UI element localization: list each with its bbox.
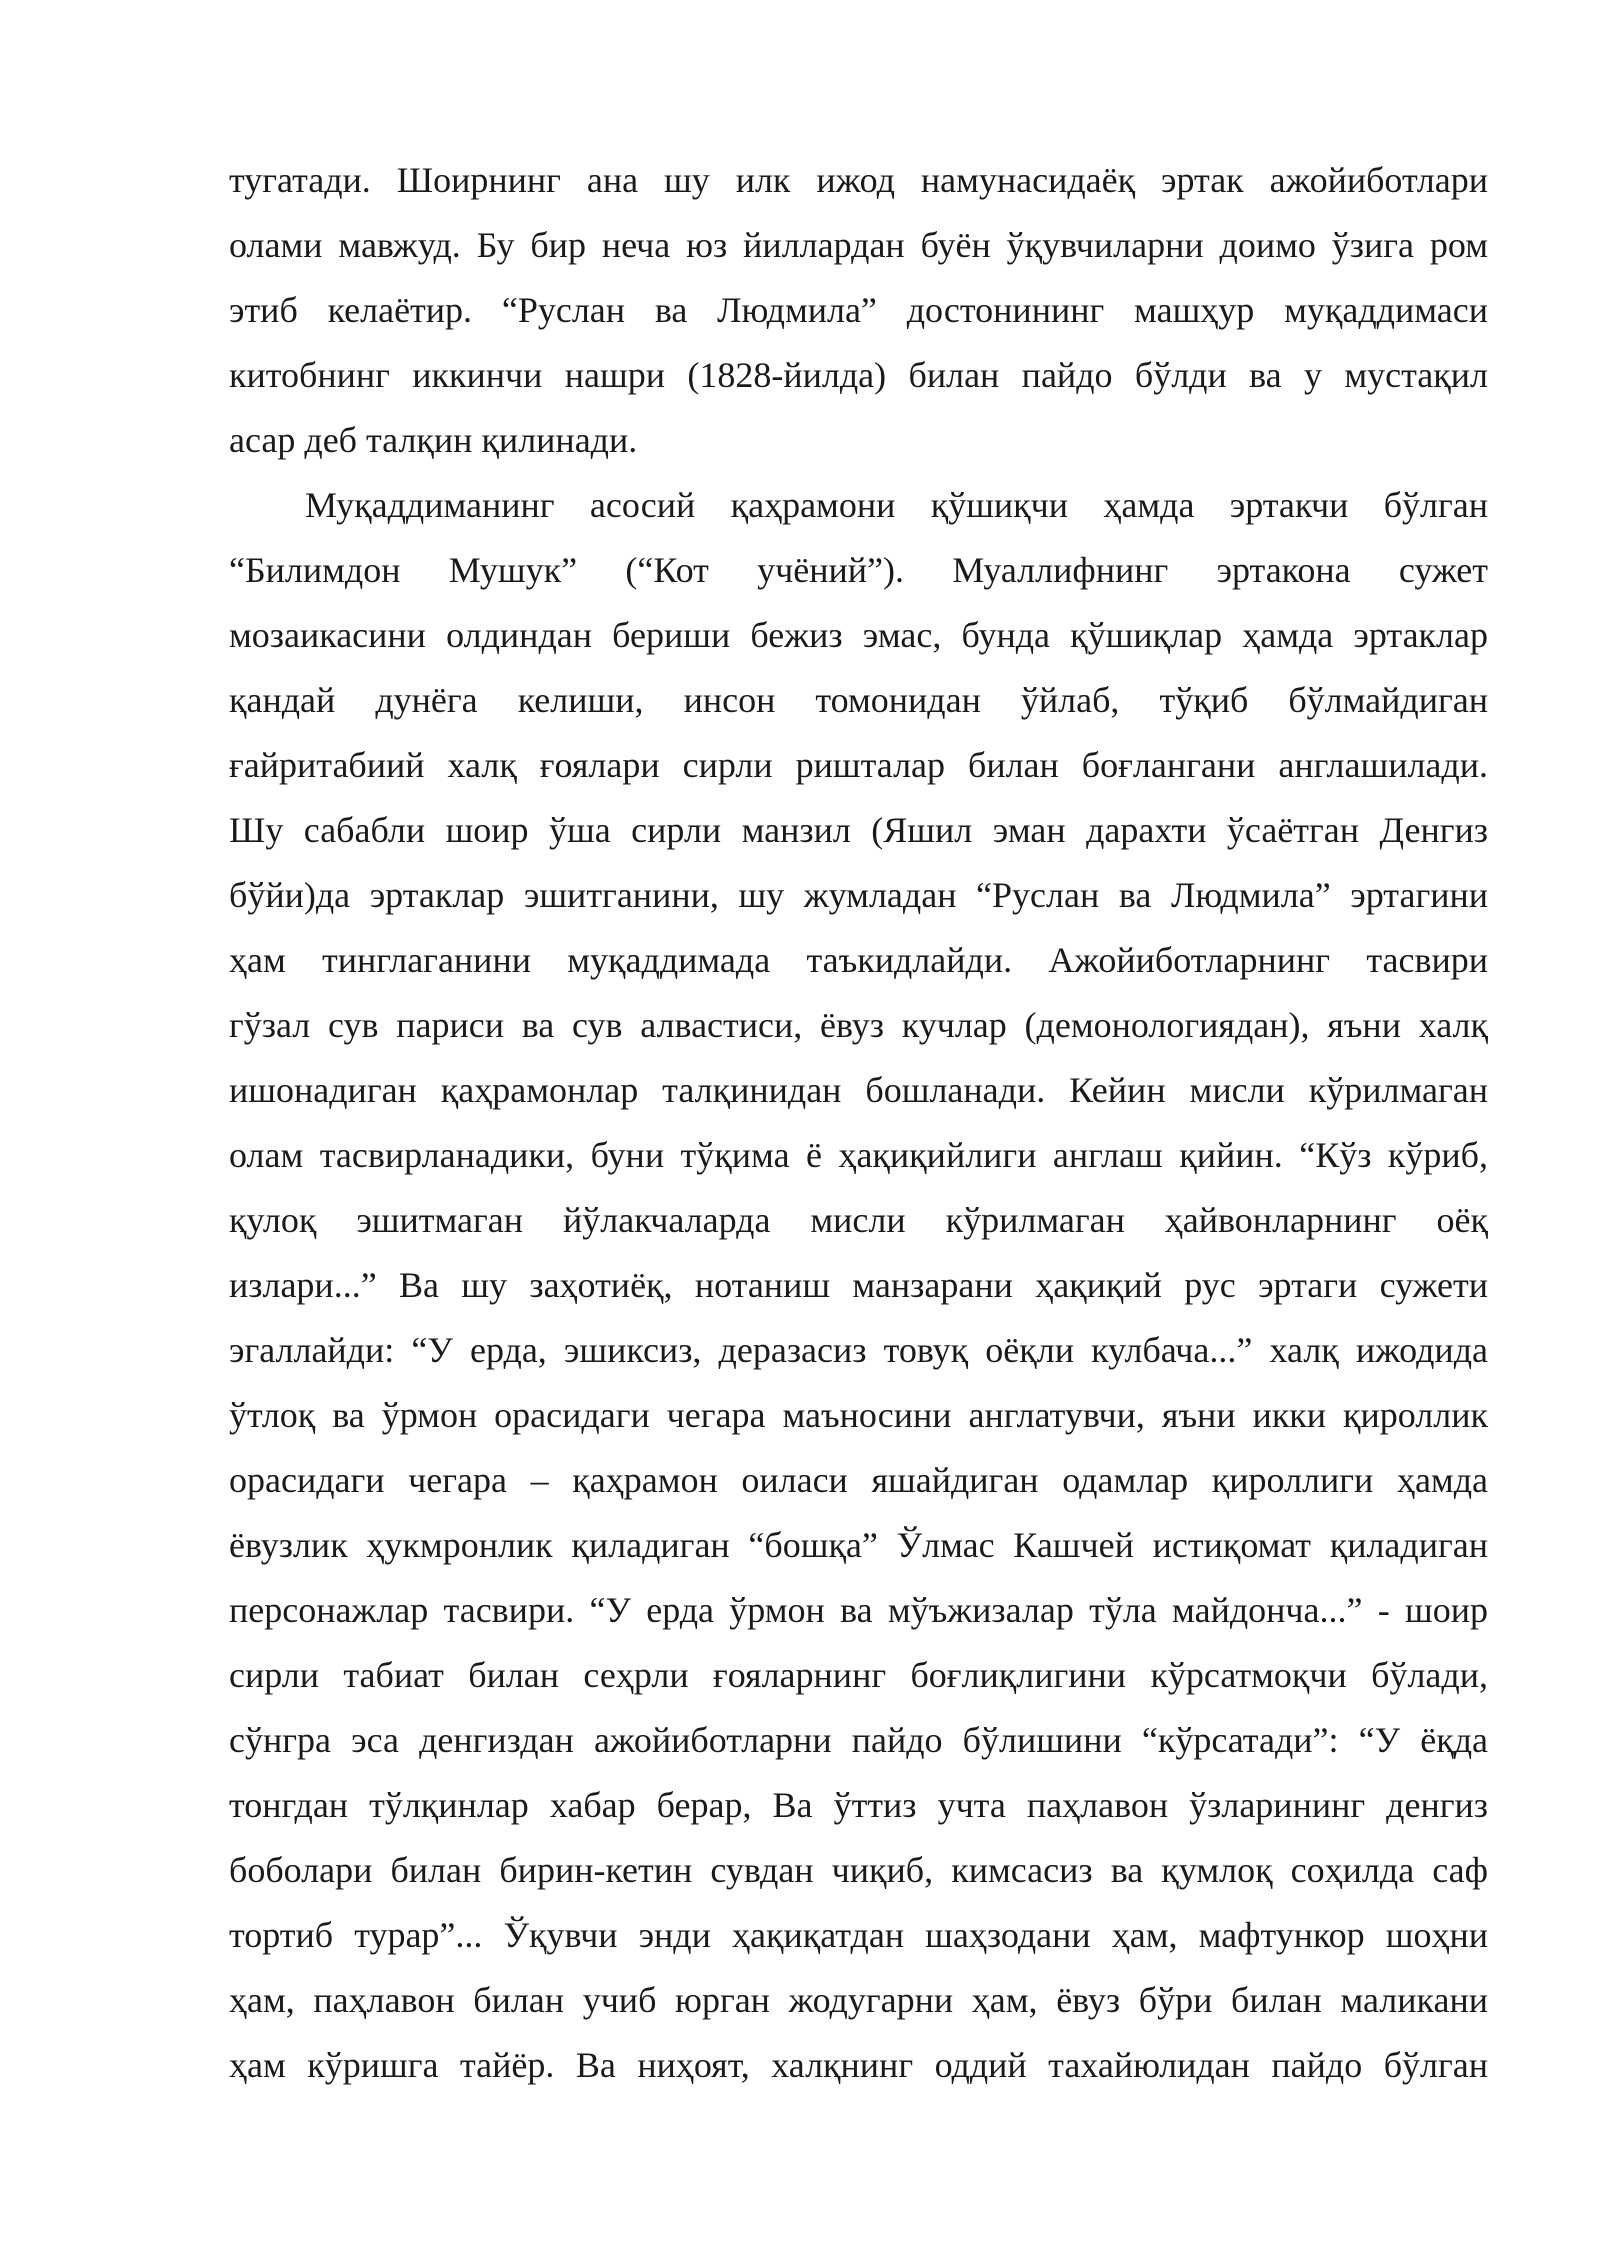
text-line: ишонадиган қаҳрамонлар талқинидан бошланади. Кейин мисли кўрилмаган [229,1070,1488,1110]
text-line: асар деб талқин қилинади. [229,420,638,460]
text-line: бўйи)да эртаклар эшитганини, шу жумладан “Руслан ва Людмила” эртагини [229,875,1488,915]
text-line: ҳам кўришга тайёр. Ва ниҳоят, халқнинг оддий тахайюлидан пайдо бўлган [229,2045,1488,2085]
text-line: тугатади. Шоирнинг ана шу илк ижод намунасидаёқ эртак ажойиботлари [229,160,1488,200]
text-line: гўзал сув париси ва сув алвастиси, ёвуз кучлар (демонологиядан), яъни халқ [229,1005,1488,1045]
body-text [229,148,1488,2098]
text-line: боболари билан бирин-кетин сувдан чиқиб, кимсасиз ва қумлоқ соҳилда саф [229,1850,1488,1890]
text-line: Шу сабабли шоир ўша сирли манзил (Яшил эман дарахти ўсаётган Денгиз [229,810,1488,850]
text-line: персонажлар тасвири. “У ерда ўрмон ва мўъжизалар тўла майдонча...” - шоир [229,1590,1488,1630]
text-line: этиб келаётир. “Руслан ва Людмила” достонининг машҳур муқаддимаси [229,290,1488,330]
text-line: мозаикасини олдиндан бериши бежиз эмас, бунда қўшиқлар ҳамда эртаклар [229,615,1488,655]
text-line: ҳам тинглаганини муқаддимада таъкидлайди. Ажойиботларнинг тасвири [229,940,1488,980]
text-line: эгаллайди: “У ерда, эшиксиз, деразасиз товуқ оёқли кулбача...” халқ ижодида [229,1330,1488,1370]
text-line: олами мавжуд. Бу бир неча юз йиллардан буён ўқувчиларни доимо ўзига ром [229,225,1488,265]
text-line: ҳам, паҳлавон билан учиб юрган жодугарни ҳам, ёвуз бўри билан маликани [229,1980,1488,2020]
text-line: сирли табиат билан сеҳрли ғояларнинг боғлиқлигини кўрсатмоқчи бўлади, [229,1655,1488,1695]
text-line: олам тасвирланадики, буни тўқима ё ҳақиқийлиги англаш қийин. “Кўз кўриб, [229,1135,1488,1175]
text-line: ўтлоқ ва ўрмон орасидаги чегара маъносини англатувчи, яъни икки қироллик [229,1395,1488,1435]
text-line: тонгдан тўлқинлар хабар берар, Ва ўттиз учта паҳлавон ўзларининг денгиз [229,1785,1488,1825]
text-line: ғайритабиий халқ ғоялари сирли ришталар билан боғлангани англашилади. [229,745,1488,785]
text-line: ёвузлик ҳукмронлик қиладиган “бошқа” Ўлмас Кашчей истиқомат қиладиган [229,1525,1488,1565]
text-line: қулоқ эшитмаган йўлакчаларда мисли кўрилмаган ҳайвонларнинг оёқ [229,1200,1488,1240]
text-line: сўнгра эса денгиздан ажойиботларни пайдо бўлишини “кўрсатади”: “У ёқда [229,1720,1488,1760]
text-line: китобнинг иккинчи нашри (1828-йилда) билан пайдо бўлди ва у мустақил [229,355,1488,395]
text-line: излари...” Ва шу заҳотиёқ, нотаниш манзарани ҳақиқий рус эртаги сужети [229,1265,1488,1305]
paragraph-first-line: Муқаддиманинг асосий қаҳрамони қўшиқчи ҳамда эртакчи бўлган [305,485,1488,525]
text-line: орасидаги чегара – қаҳрамон оиласи яшайдиган одамлар қироллиги ҳамда [229,1460,1488,1500]
text-line: қандай дунёга келиши, инсон томонидан ўйлаб, тўқиб бўлмайдиган [229,680,1488,720]
text-line: тортиб турар”... Ўқувчи энди ҳақиқатдан шаҳзодани ҳам, мафтункор шоҳни [229,1915,1488,1955]
text-line: “Билимдон Мушук” (“Кот учёний”). Муаллифнинг эртакона сужет [229,550,1488,590]
